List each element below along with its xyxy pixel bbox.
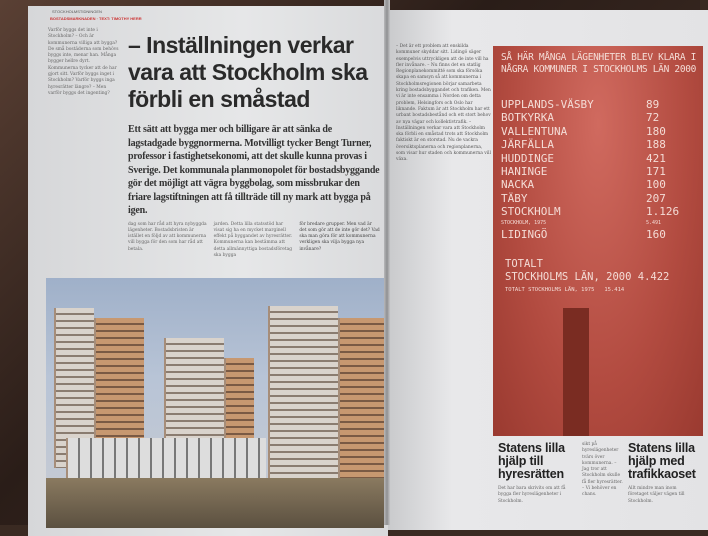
city-hall-tower-silhouette	[563, 308, 589, 436]
side-column-text: Varför byggs det inte i Stockholm? – Och är kommunerna villiga att bygga? De små bostäderna som behövs byggs inte, menar han. Många bygger hellre dyrt. Kommunerna tycker att de har gjort sitt. Varför byggs inget i Stockholm? Varför byggs inga hyresrätter längre? – Men varför byggs det ingenting?	[48, 28, 119, 96]
stats-title: SÅ HÄR MÅNGA LÄGENHETER BLEV KLARA I NÅGRA KOMMUNER I STOCKHOLMS LÄN 2000	[501, 52, 697, 75]
stats-row: BOTKYRKA 72	[501, 111, 660, 125]
total-label: TOTALT	[505, 258, 543, 270]
stats-row-1975: STOCKHOLM, 1975 5.491	[501, 219, 662, 226]
stats-row: HUDDINGE 421	[501, 151, 666, 165]
body-column-1: dag som har råd att hyra nybyggda lägenheter. Bostadsbristen är istället en följd av att kommunerna vill bygga för den som har råd att betala.	[128, 221, 207, 252]
building	[338, 318, 384, 488]
building	[268, 306, 338, 496]
article-headline: – Inställningen verkar vara att Stockholm ska förbli en småstad	[128, 32, 368, 112]
headline-trafikkaoset: Statens lilla hjälp med trafikkaoset	[628, 441, 696, 481]
middle-body: sikt på hyreslägenheter tvärs över kommunerna. – Jag tror att Stockholm skulle få fler hyresrätter. – Vi behöver en chans.	[582, 442, 623, 498]
headline-hyresratten: Statens lilla hjälp till hyresrätten	[498, 441, 565, 481]
article-kicker: BOSTADSMARKNADEN · TEXT: TIMOTHY HERR	[50, 16, 142, 21]
stats-row: JÄRFÄLLA 188	[501, 138, 666, 152]
right-body-column: – Det är ett problem att enskilda kommuner skyddar sitt. Lidingö säger exempelvis uttryckligen att de inte vill ha fler invånare. – Nu finns det en statlig Regionplanekommitté som ska försöka skapa en samsyn så att kommunerna i Stockholmsregionen börjar samarbeta kring bostadsbyggandet och trafiken. Men vi är inte ensamma i Norden om detta problem, Helsingfors och Oslo har liknande. Faktum är att Stockholm har ett urbant bostadsbestånd och ett stort behov av nya vägar och kollektivtrafik. – Inställningen verkar vara att Stockholm ska förbli en småstad trots att Stockholm faktiskt är en storstad. Nu de vackra översiktsplanerna och regionplanerna, som visar hur staden och kommunerna vill växa.	[396, 44, 491, 163]
page-gutter	[384, 0, 390, 525]
article-deck: Ett sätt att bygga mer och billigare är att sänka de lagstadgade byggnormerna. Motvilligt tycker Bengt Turner, professor i fastighetsekonomi, att det skulle kunna provas i Sverige. Det kommunala planmonopolet för bostadsbyggande gör det möjligt att vägra byggbolag, som missbrukar den friare lagstiftningen att få tillträde till ny mark att bygga på igen.	[128, 124, 380, 216]
trafikkaoset-body: Allt mindre man inom företaget väljer vägen till Stockholm.	[628, 486, 685, 504]
hyresratten-body: Det har bara skrivits om att få bygga fler hyreslägenheter i Stockholm.	[498, 486, 566, 504]
construction-ground	[46, 478, 384, 528]
page-folio: STOCKHOLMSTIDNINGEN	[52, 9, 102, 14]
stats-row: NACKA 100	[501, 178, 666, 192]
stats-row: STOCKHOLM 1.126	[501, 205, 680, 219]
body-columns	[128, 221, 380, 258]
body-column-3: för bredare grupper. Men vad är det som gör att de inte gör det? Vad ska man göra för att kommunerna verkligen ska vilja bygga nya invånare?	[299, 221, 380, 252]
total-1975-row: TOTALT STOCKHOLMS LÄN, 1975 15.414	[505, 287, 625, 293]
stats-row-lidingo: LIDINGÖ 160	[501, 227, 666, 241]
housing-stats-box	[493, 46, 703, 436]
stats-row: HANINGE 171	[501, 165, 666, 179]
stats-row: TÄBY 207	[501, 191, 666, 205]
body-column-2: jarden. Detta lilla statsstöd har visat sig ha en mycket marginell effekt på byggandet av hyresrätter. Kommunerna kan bestämma att detta allmännyttiga bostadsföretag ska bygga	[213, 221, 293, 258]
stats-table	[501, 98, 691, 241]
total-row: STOCKHOLMS LÄN, 2000 4.422	[505, 271, 670, 283]
stats-row: UPPLANDS-VÄSBY 89	[501, 98, 660, 111]
stats-total	[505, 258, 669, 297]
article-block	[128, 32, 380, 258]
apartment-buildings-photo	[46, 278, 384, 528]
stats-row: VALLENTUNA 180	[501, 124, 666, 138]
